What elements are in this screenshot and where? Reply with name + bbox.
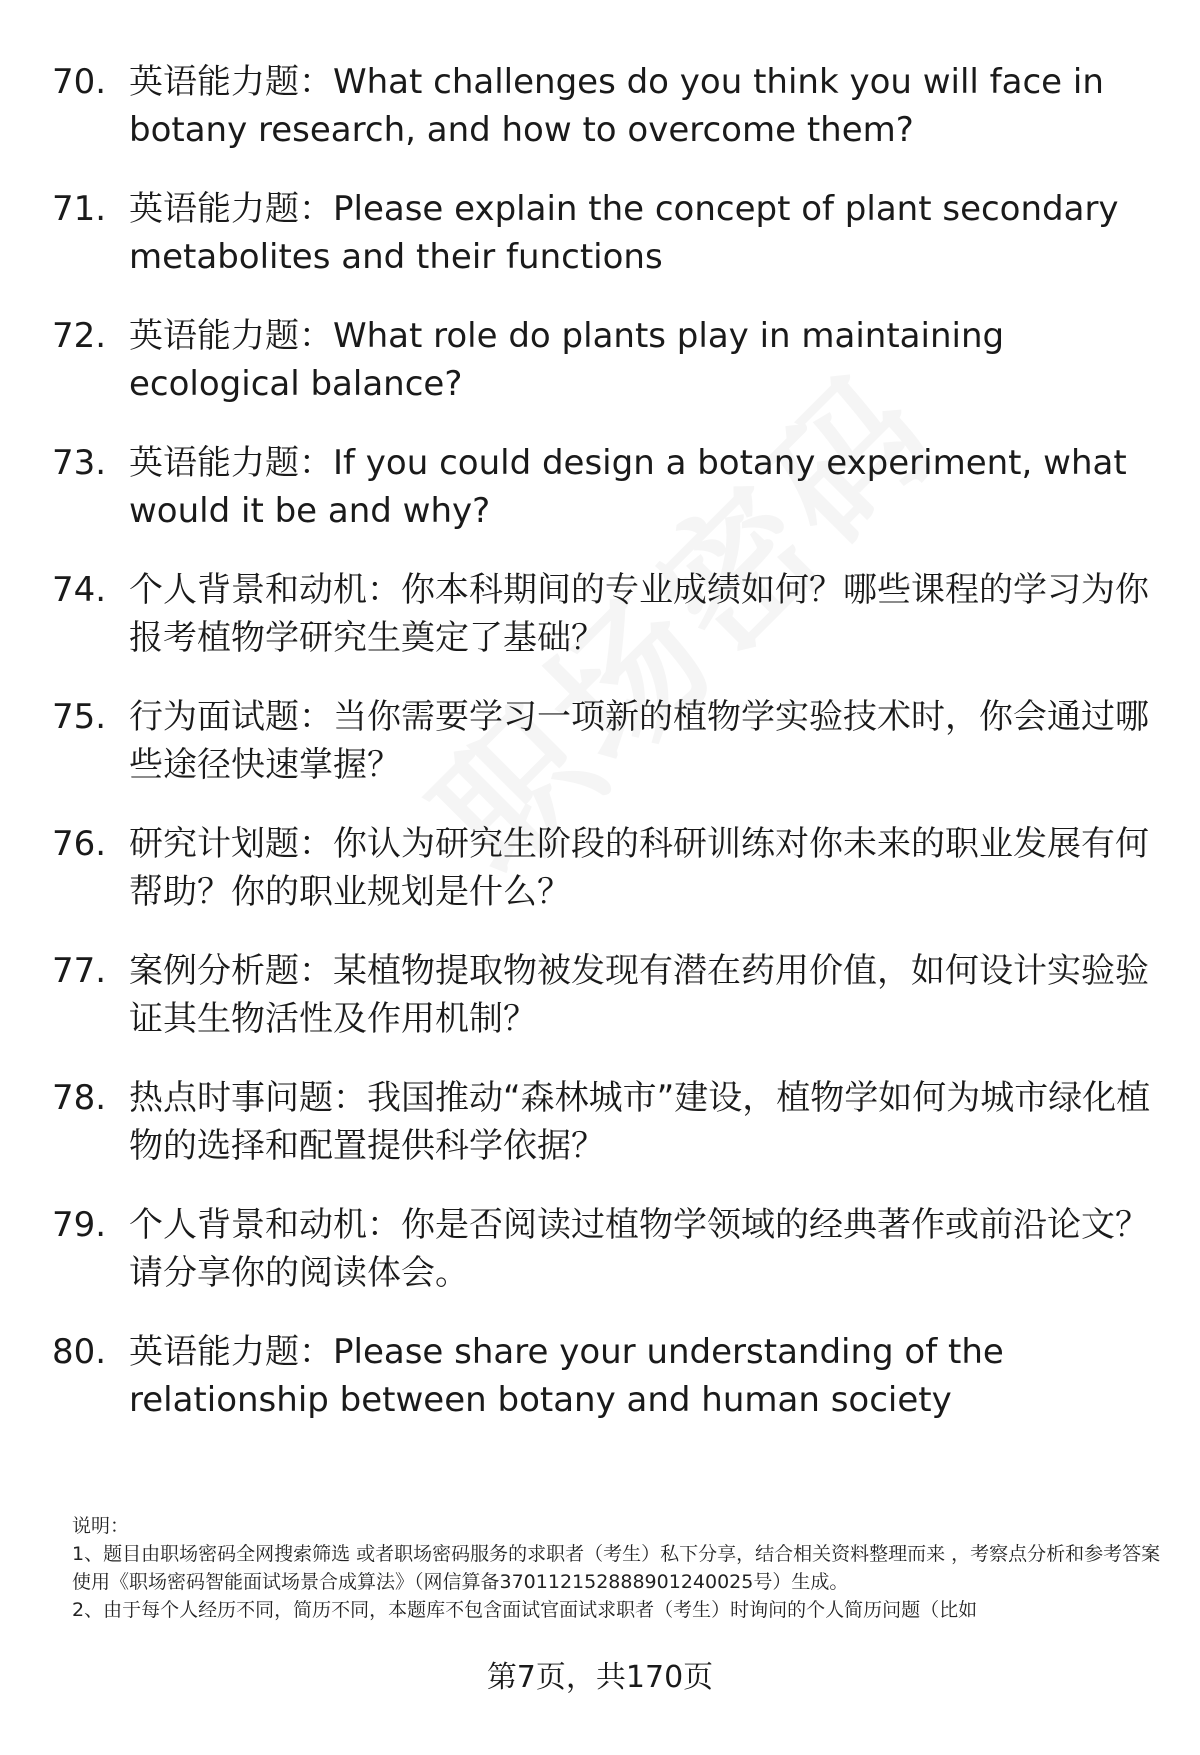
question-category: 英语能力题：	[129, 316, 333, 356]
question-text: Please explain the concept of plant secondary metabolites and their functions	[129, 189, 1119, 277]
notes-section	[72, 1512, 1162, 1624]
question-category: 个人背景和动机：	[129, 570, 401, 610]
question-text: 某植物提取物被发现有潜在药用价值，如何设计实验验证其生物活性及作用机制？	[129, 951, 1149, 1039]
page-number-footer: 第7页，共170页	[486, 1660, 714, 1695]
question-category: 英语能力题：	[129, 189, 333, 229]
question-item	[0, 820, 1200, 916]
question-item	[0, 185, 1200, 281]
question-text: Please share your understanding of the relationship between botany and human society	[129, 1332, 1004, 1420]
question-text: If you could design a botany experiment, what would it be and why?	[129, 443, 1127, 531]
notes-item: 2、由于每个人经历不同，简历不同，本题库不包含面试官面试求职者（考生）时询问的个人简历问题（比如	[72, 1599, 978, 1621]
question-number: 72.	[52, 316, 107, 356]
question-category: 热点时事问题：	[129, 1078, 367, 1118]
question-number: 77.	[52, 951, 107, 991]
question-number: 74.	[52, 570, 107, 610]
question-item	[0, 1074, 1200, 1170]
question-number: 70.	[52, 62, 107, 102]
question-number: 78.	[52, 1078, 107, 1118]
notes-item: 1、题目由职场密码全网搜索筛选 或者职场密码服务的求职者（考生）私下分享，结合相关资料整理而来 ，考察点分析和参考答案使用《职场密码智能面试场景合成算法》（网信算备370112152888901240025号）生成。	[72, 1543, 1161, 1593]
question-number: 79.	[52, 1205, 107, 1245]
question-item	[0, 947, 1200, 1043]
question-number: 80.	[52, 1332, 107, 1372]
question-text: 你本科期间的专业成绩如何？哪些课程的学习为你报考植物学研究生奠定了基础？	[129, 570, 1149, 658]
question-item	[0, 1328, 1200, 1424]
question-number: 71.	[52, 189, 107, 229]
question-category: 英语能力题：	[129, 62, 333, 102]
question-category: 行为面试题：	[129, 697, 333, 737]
question-category: 研究计划题：	[129, 824, 333, 864]
question-text: What role do plants play in maintaining ecological balance?	[129, 316, 1005, 404]
question-category: 个人背景和动机：	[129, 1205, 401, 1245]
question-item	[0, 1201, 1200, 1297]
question-text: 我国推动“森林城市”建设，植物学如何为城市绿化植物的选择和配置提供科学依据？	[129, 1078, 1151, 1166]
question-text: 你是否阅读过植物学领域的经典著作或前沿论文？请分享你的阅读体会。	[129, 1205, 1149, 1293]
question-text: 当你需要学习一项新的植物学实验技术时，你会通过哪些途径快速掌握？	[129, 697, 1149, 785]
question-item	[0, 439, 1200, 535]
question-item	[0, 566, 1200, 662]
question-number: 76.	[52, 824, 107, 864]
question-category: 英语能力题：	[129, 1332, 333, 1372]
question-number: 75.	[52, 697, 107, 737]
question-item	[0, 312, 1200, 408]
question-list	[0, 58, 1200, 1455]
question-number: 73.	[52, 443, 107, 483]
notes-heading: 说明：	[72, 1515, 130, 1537]
question-item	[0, 693, 1200, 789]
question-category: 英语能力题：	[129, 443, 333, 483]
question-category: 案例分析题：	[129, 951, 333, 991]
question-item	[0, 58, 1200, 154]
question-text: 你认为研究生阶段的科研训练对你未来的职业发展有何帮助？你的职业规划是什么？	[129, 824, 1149, 912]
question-text: What challenges do you think you will face in botany research, and how to overcome them?	[129, 62, 1104, 150]
